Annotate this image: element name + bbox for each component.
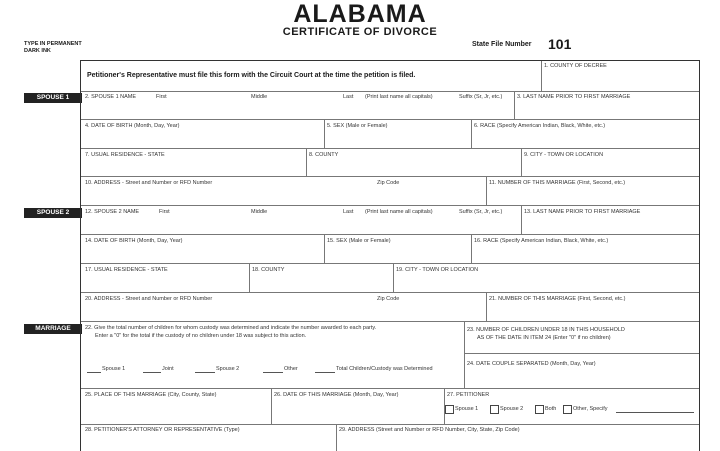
spouse1-race-label: 6. RACE (Specify American Indian, Black, White, etc.) (474, 123, 606, 129)
spouse1-sex-label: 5. SEX (Male or Female) (327, 123, 388, 129)
children-label-line2: AS OF THE DATE IN ITEM 24 (Enter "0" if no children) (477, 335, 611, 341)
section-marriage: MARRIAGE (24, 324, 82, 334)
petitioner-label: 27. PETITIONER (447, 392, 490, 398)
petitioner-both-label: Both (545, 406, 557, 412)
custody-joint-blank[interactable] (143, 372, 161, 373)
spouse1-address-label: 10. ADDRESS - Street and Number or RFD Number (85, 180, 213, 186)
attorney-address-label: 29. ADDRESS (Street and Number or RFD Number, City, State, Zip Code) (339, 427, 520, 433)
custody-label-line2: Enter a "0" for the total if the custody of no children under 18 was subject to this action. (95, 333, 307, 339)
petitioner-other-checkbox[interactable] (563, 405, 572, 414)
county-of-decree-label: 1. COUNTY OF DECREE (544, 63, 607, 69)
petitioner-spouse2-label: Spouse 2 (500, 406, 524, 412)
spouse2-prior-last-label: 13. LAST NAME PRIOR TO FIRST MARRIAGE (524, 209, 641, 215)
spouse2-race-label: 16. RACE (Specify American Indian, Black, White, etc.) (474, 238, 609, 244)
marriage-place-label: 25. PLACE OF THIS MARRIAGE (City, County, State) (85, 392, 217, 398)
custody-spouse2-label: Spouse 2 (216, 366, 240, 372)
state-file-number: 101 (548, 36, 572, 52)
petitioner-spouse1-checkbox[interactable] (445, 405, 454, 414)
custody-total-label: Total Children/Custody was Determined (336, 366, 433, 372)
custody-spouse1-blank[interactable] (87, 372, 101, 373)
marriage-date-label: 26. DATE OF THIS MARRIAGE (Month, Day, Year) (274, 392, 399, 398)
petitioner-other-label: Other, Specify (573, 406, 608, 412)
spouse1-print-note: (Print last name all capitals) (365, 94, 433, 100)
petitioner-spouse2-checkbox[interactable] (490, 405, 499, 414)
spouse2-county-label: 18. COUNTY (252, 267, 285, 273)
petitioner-spouse1-label: Spouse 1 (455, 406, 479, 412)
section-spouse1: SPOUSE 1 (24, 93, 82, 103)
spouse1-city-label: 9. CITY - TOWN OR LOCATION (524, 152, 604, 158)
spouse2-first-label: First (159, 209, 170, 215)
spouse2-print-note: (Print last name all capitals) (365, 209, 433, 215)
spouse1-prior-last-label: 3. LAST NAME PRIOR TO FIRST MARRIAGE (517, 94, 631, 100)
separated-date-label: 24. DATE COUPLE SEPARATED (Month, Day, Year) (467, 361, 596, 367)
spouse2-suffix-label: Suffix (Sr, Jr, etc.) (459, 209, 503, 215)
children-label-line1: 23. NUMBER OF CHILDREN UNDER 18 IN THIS HOUSEHOLD (467, 327, 625, 333)
spouse1-residence-state-label: 7. USUAL RESIDENCE - STATE (85, 152, 165, 158)
spouse1-last-label: Last (343, 94, 354, 100)
ink-note: TYPE IN PERMANENT DARK INK (24, 41, 82, 54)
petitioner-both-checkbox[interactable] (535, 405, 544, 414)
custody-joint-label: Joint (162, 366, 174, 372)
spouse2-marriage-number-label: 21. NUMBER OF THIS MARRIAGE (First, Second, etc.) (489, 296, 626, 302)
spouse1-first-label: First (156, 94, 167, 100)
petitioner-other-specify-blank[interactable] (616, 412, 694, 413)
custody-label-line1: 22. Give the total number of children for whom custody was determined and indicate the number awarded to each party. (85, 325, 377, 331)
form-subtitle: CERTIFICATE OF DIVORCE (282, 26, 438, 38)
spouse2-dob-label: 14. DATE OF BIRTH (Month, Day, Year) (85, 238, 183, 244)
attorney-label: 28. PETITIONER'S ATTORNEY OR REPRESENTATIVE (Type) (85, 427, 240, 433)
custody-total-blank[interactable] (315, 372, 335, 373)
spouse2-residence-state-label: 17. USUAL RESIDENCE - STATE (85, 267, 168, 273)
spouse1-county-label: 8. COUNTY (309, 152, 339, 158)
custody-other-label: Other (284, 366, 298, 372)
spouse1-marriage-number-label: 11. NUMBER OF THIS MARRIAGE (First, Second, etc.) (489, 180, 626, 186)
spouse1-dob-label: 4. DATE OF BIRTH (Month, Day, Year) (85, 123, 180, 129)
state-file-label: State File Number (472, 41, 532, 48)
custody-other-blank[interactable] (263, 372, 283, 373)
spouse2-city-label: 19. CITY - TOWN OR LOCATION (396, 267, 479, 273)
petitioner-note: Petitioner's Representative must file this form with the Circuit Court at the time the petition is filed. (87, 72, 416, 79)
section-spouse2: SPOUSE 2 (24, 208, 82, 218)
form-title: ALABAMA (293, 0, 427, 28)
custody-spouse2-blank[interactable] (195, 372, 215, 373)
divorce-form (80, 60, 700, 451)
spouse1-suffix-label: Suffix (Sr, Jr, etc.) (459, 94, 503, 100)
spouse2-zip-label: Zip Code (377, 296, 400, 302)
spouse2-middle-label: Middle (251, 209, 268, 215)
spouse1-zip-label: Zip Code (377, 180, 400, 186)
custody-spouse1-label: Spouse 1 (102, 366, 126, 372)
spouse2-name-label: 12. SPOUSE 2 NAME (85, 209, 140, 215)
spouse1-middle-label: Middle (251, 94, 268, 100)
spouse2-sex-label: 15. SEX (Male or Female) (327, 238, 391, 244)
spouse1-name-label: 2. SPOUSE 1 NAME (85, 94, 137, 100)
spouse2-address-label: 20. ADDRESS - Street and Number or RFD Number (85, 296, 213, 302)
spouse2-last-label: Last (343, 209, 354, 215)
